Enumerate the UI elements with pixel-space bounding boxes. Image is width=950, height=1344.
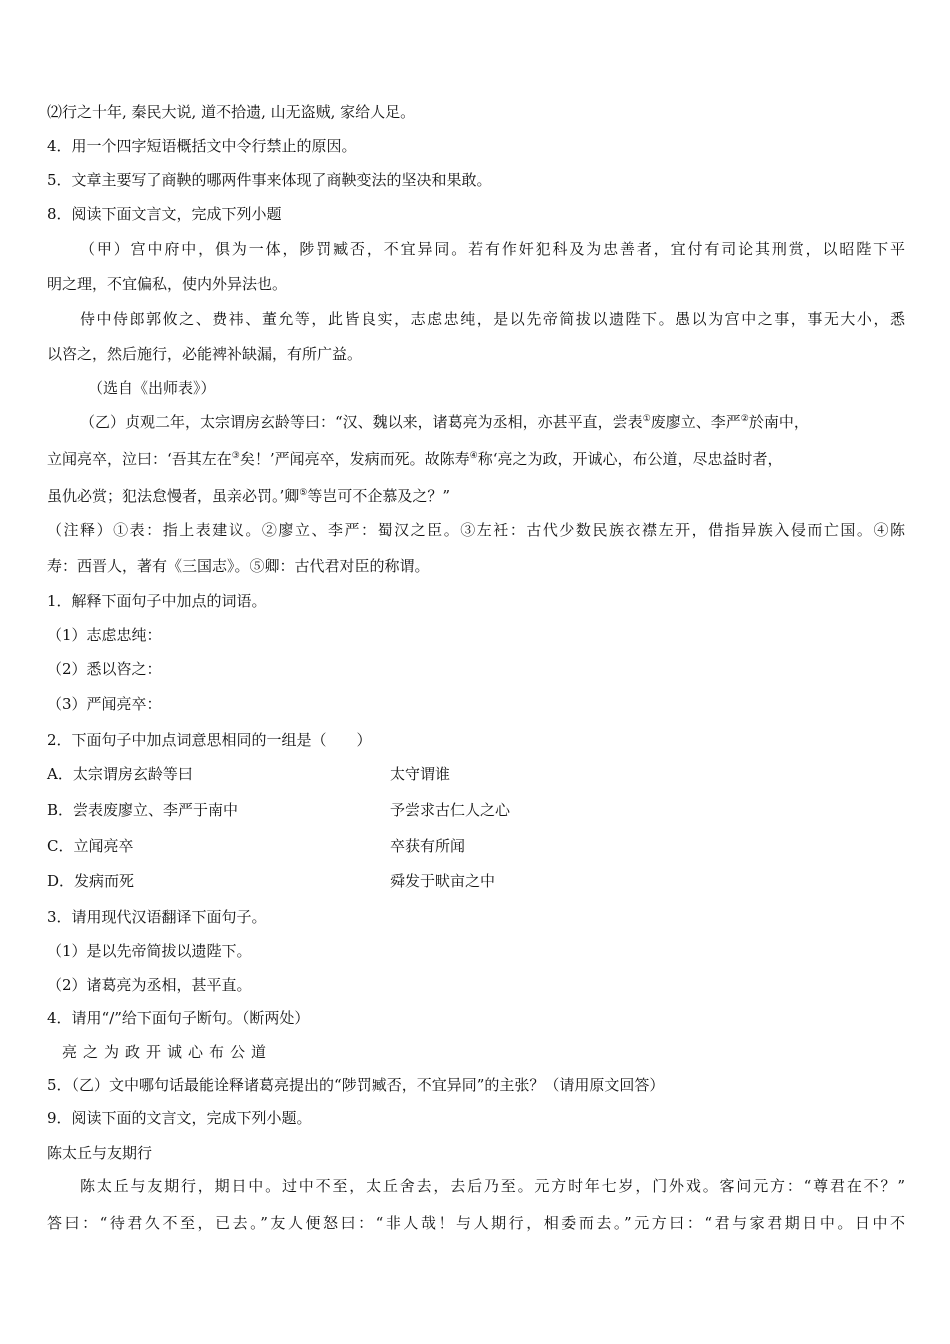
passage-yi-line: 立闻亮卒，泣曰：‘吾其左在③矣！’严闻亮卒，发病而死。故陈寿④称‘亮之为政，开诚心，布公道，尽忠益时者，: [47, 450, 783, 468]
question-4: 4．用一个四字短语概括文中令行禁止的原因。: [47, 137, 357, 155]
punctuation-sentence: 亮之为政开诚心布公道: [62, 1043, 273, 1061]
section-9-heading: 9．阅读下面的文言文，完成下列小题。: [47, 1109, 312, 1127]
question-2: 2．下面句子中加点词意思相同的一组是（ ）: [47, 731, 372, 749]
passage-line: 答曰：“待君久不至，已去。”友人便怒曰：“非人哉！与人期行，相委而去。”元方曰：“君与家君期日中。日中不: [47, 1214, 905, 1232]
passage-yi-line: （乙）贞观二年，太宗谓房玄龄等曰：“汉、魏以来，诸葛亮为丞相，亦甚平直，尝表①废廖立、李严②於南中，: [80, 413, 809, 431]
question-5: 5．文章主要写了商鞅的哪两件事来体现了商鞅变法的坚决和果敢。: [47, 171, 492, 189]
annotation-line: （注释）①表：指上表建议。②廖立、李严：蜀汉之臣。③左衽：古代少数民族衣襟左开，借指异族入侵而亡国。④陈: [47, 521, 905, 539]
question-1-item: （3）严闻亮卒：: [47, 695, 162, 713]
question-3-item: （1）是以先帝简拔以遗陛下。: [47, 942, 252, 960]
passage-title: 陈太丘与友期行: [47, 1144, 153, 1162]
annotation-line: 寿：西晋人，著有《三国志》。⑤卿：古代君对臣的称谓。: [47, 557, 430, 575]
passage-line: 陈太丘与友期行，期日中。过中不至，太丘舍去，去后乃至。元方时年七岁，门外戏。客问元方：“尊君在不？”: [80, 1177, 905, 1195]
source-note: （选自《出师表》）: [88, 379, 216, 397]
passage-jia-line: 明之理，不宜偏私，使内外异法也。: [47, 275, 288, 293]
text-line: ⑵行之十年, 秦民大说, 道不拾遗, 山无盗贼, 家给人足。: [47, 103, 416, 121]
question-3-item: （2）诸葛亮为丞相，甚平直。: [47, 976, 252, 994]
option-c: C．立闻亮卒 卒获有所闻: [47, 837, 466, 855]
question-3: 3．请用现代汉语翻译下面句子。: [47, 908, 267, 926]
question-5: 5．（乙）文中哪句话最能诠释诸葛亮提出的“陟罚臧否，不宜异同”的主张？（请用原文回答）: [47, 1076, 665, 1094]
section-8-heading: 8．阅读下面文言文，完成下列小题: [47, 205, 282, 223]
question-4: 4．请用“/”给下面句子断句。（断两处）: [47, 1009, 310, 1027]
passage-jia-line: 以咨之，然后施行，必能裨补缺漏，有所广益。: [47, 345, 363, 363]
passage-yi-line: 虽仇必赏；犯法怠慢者，虽亲必罚。’卿⑤等岂可不企慕及之？”: [47, 487, 451, 505]
question-1: 1．解释下面句子中加点的词语。: [47, 592, 267, 610]
passage-jia-line: 侍中侍郎郭攸之、费祎、董允等，此皆良实，志虑忠纯，是以先帝简拔以遗陛下。愚以为宫中之事，事无大小，悉: [80, 310, 905, 328]
question-1-item: （1）志虑忠纯：: [47, 626, 162, 644]
question-1-item: （2）悉以咨之：: [47, 660, 162, 678]
option-a: A．太宗谓房玄龄等曰 太守谓谁: [47, 765, 451, 783]
option-d: D．发病而死 舜发于畎亩之中: [47, 872, 496, 890]
passage-jia-line: （甲）宫中府中，俱为一体，陟罚臧否，不宜异同。若有作奸犯科及为忠善者，宜付有司论其刑赏，以昭陛下平: [80, 240, 905, 258]
option-b: B．尝表废廖立、李严于南中 予尝求古仁人之心: [47, 801, 511, 819]
